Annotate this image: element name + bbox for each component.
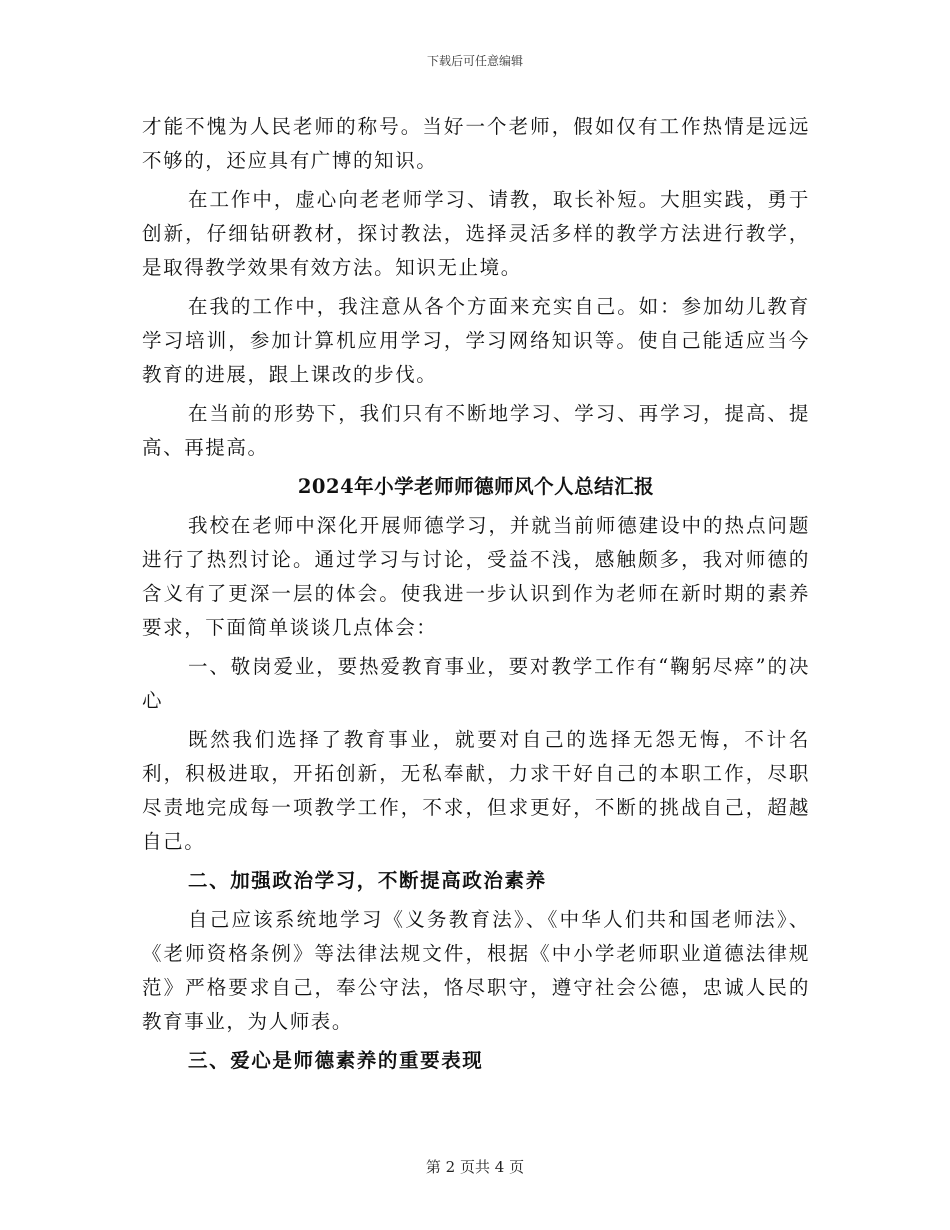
page-header-note: 下载后可任意编辑	[426, 54, 523, 68]
paragraph-intro: 我校在老师中深化开展师德学习，并就当前师德建设中的热点问题进行了热烈讨论。通过学习与讨论，受益不浅，感触颇多，我对师德的含义有了更深一层的体会。使我进一步认识到作为老师在新时期的素养要求，下面简单谈谈几点体会：	[142, 514, 810, 639]
paragraph-continued: 才能不愧为人民老师的称号。当好一个老师，假如仅有工作热情是远远不够的，还应具有广博的知识。	[142, 115, 810, 172]
section-2-body: 自己应该系统地学习《义务教育法》、《中华人们共和国老师法》、《老师资格条例》等法律法规文件，根据《中小学老师职业道德法律规范》严格要求自己，奉公守法，恪尽职守，遵守社会公德，忠诚人民的教育事业，为人师表。	[142, 908, 810, 1033]
page-number: 第 2 页共 4 页	[425, 1158, 525, 1176]
section-2-heading: 二、加强政治学习，不断提高政治素养	[188, 869, 547, 892]
paragraph-self-improvement: 在我的工作中，我注意从各个方面来充实自己。如：参加幼儿教育学习培训，参加计算机应用学习，学习网络知识等。使自己能适应当今教育的进展，跟上课改的步伐。	[142, 295, 810, 386]
section-3-heading: 三、爱心是师德素养的重要表现	[188, 1049, 484, 1072]
document-title: 2024年小学老师师德师风个人总结汇报	[297, 475, 655, 498]
paragraph-current-situation: 在当前的形势下，我们只有不断地学习、学习、再学习，提高、提高、再提高。	[142, 402, 810, 459]
paragraph-work-learning: 在工作中，虚心向老老师学习、请教，取长补短。大胆实践，勇于创新，仔细钻研教材，探讨教法，选择灵活多样的教学方法进行教学，是取得教学效果有效方法。知识无止境。	[142, 188, 810, 279]
section-1-heading: 一、敬岗爱业，要热爱教育事业，要对教学工作有“鞠躬尽瘁”的决心	[142, 655, 810, 712]
document-body	[142, 110, 810, 1083]
section-1-body: 既然我们选择了教育事业，就要对自己的选择无怨无悔，不计名利，积极进取，开拓创新，无私奉献，力求干好自己的本职工作，尽职尽责地完成每一项教学工作，不求，但求更好，不断的挑战自己，超越自己。	[142, 728, 810, 853]
